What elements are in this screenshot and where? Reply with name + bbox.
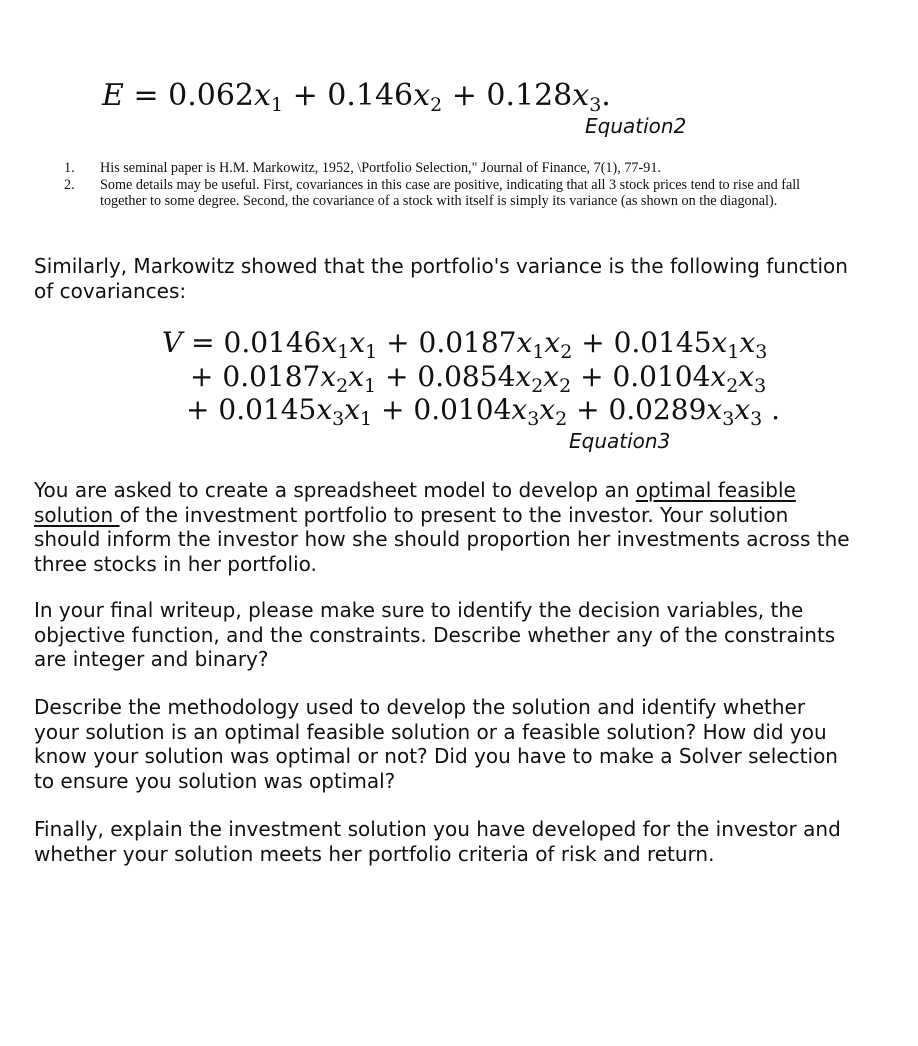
eq3-term: $0.0854x_2x_2$ + — [417, 360, 613, 397]
equation2-label: Equation2 — [585, 114, 687, 138]
eq3-term: $0.0145x_3x_1$ + — [218, 393, 414, 430]
eq2-equals: = — [123, 78, 169, 113]
final-paragraph: Finally, explain the investment solution you have developed for the investor and whether your solution meets her portfolio criteria of risk and return. — [34, 817, 841, 866]
optimal-feasible-solution-link: optimal feasible solution — [34, 478, 796, 527]
equation3-label: Equation3 — [569, 429, 671, 453]
methodology-paragraph: Describe the methodology used to develop the solution and identify whether your solution is an optimal feasible solution or a feasible solution? How did you know your solution was optimal or not? Did you have to make a Solver selection to ensure you solution was optimal? — [34, 695, 838, 793]
footnotes-list — [64, 160, 834, 210]
eq3-term: $0.0104x_3x_2$ + — [413, 393, 609, 430]
eq3-term: $0.0145x_1x_3$ — [613, 326, 768, 363]
eq3-term: $0.0146x_1x_1$ + — [223, 326, 419, 363]
footnote-number: 1. — [64, 160, 75, 176]
variance-equation-row: $V = 0.0146x_1x_1 + 0.0187x_1x_2 + 0.0145x_1x_3$ — [162, 326, 768, 363]
footnote-item — [64, 177, 834, 210]
footnote-text: His seminal paper is H.M. Markowitz, 1952, \Portfolio Selection," Journal of Finance, 7(1), 77-91. — [100, 160, 661, 176]
eq2-term: $0.128x_3$. — [486, 78, 611, 116]
expected-return-equation — [102, 78, 611, 116]
eq3-term: $0.0104x_2x_3$ — [612, 360, 767, 397]
footnote-text: Some details may be useful. First, covariances in this case are positive, indicating that all 3 stock prices tend to rise and fall together to some degree. Second, the covariance of a stock with itself is simply its variance (as shown on the diagonal). — [100, 176, 801, 209]
footnote-number: 2. — [64, 176, 75, 193]
variance-equation-row: + $0.0187x_2x_1 + 0.0854x_2x_2 + 0.0104x_2x_3$ — [190, 360, 767, 397]
eq3-term: $0.0289x_3x_3$ . — [608, 393, 781, 430]
writeup-paragraph: In your final writeup, please make sure to identify the decision variables, the objective function, and the constraints. Describe whether any of the constraints are integer and binary? — [34, 598, 836, 671]
eq2-term: $0.062x_1$ + — [168, 78, 328, 116]
task-paragraph: You are asked to create a spreadsheet model to develop an optimal feasible solution of the investment portfolio to present to the investor. Your solution should inform the investor how she should proportion her investments across the three stocks in her portfolio. — [34, 478, 850, 576]
eq3-term: $0.0187x_2x_1$ + — [222, 360, 418, 397]
eq2-term: $0.146x_2$ + — [327, 78, 487, 116]
variance-intro-paragraph: Similarly, Markowitz showed that the portfolio's variance is the following function of covariances: — [34, 254, 848, 303]
variance-equation-row: + $0.0145x_3x_1 + 0.0104x_3x_2 + 0.0289x_3x_3$ . — [186, 393, 781, 430]
eq2-lhs: E — [102, 78, 124, 113]
eq3-term: $0.0187x_1x_2$ + — [418, 326, 614, 363]
footnote-item — [64, 160, 834, 177]
